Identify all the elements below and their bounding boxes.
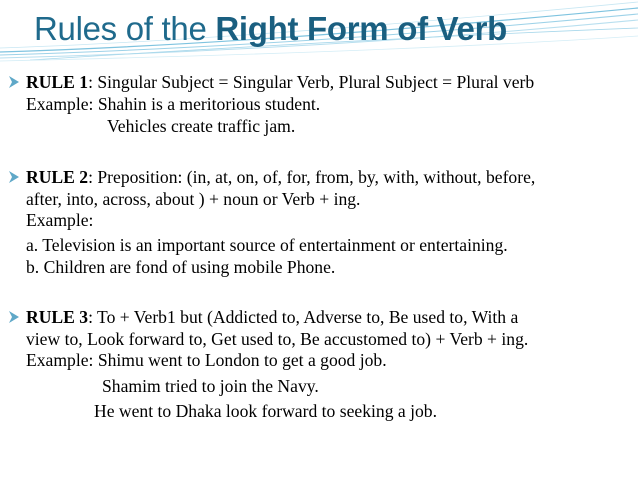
rule1-line2: Example: Shahin is a meritorious student. [26,94,321,114]
title-bold: Right Form of Verb [215,10,507,47]
rule2-text: : Preposition: (in, at, on, of, for, from, by, with, without, before, [88,167,536,187]
rule1-line3: Vehicles create traffic jam. [107,116,296,136]
triangle-arrow-bullet-icon [8,75,20,89]
rule2-line5: b. Children are fond of using mobile Phone. [26,257,336,277]
triangle-arrow-bullet-icon [8,170,20,184]
rule2-label: RULE 2 [26,167,89,187]
rule3-line4: Shamim tried to join the Navy. [102,376,319,396]
rule2-line4: a. Television is an important source of entertainment or entertaining. [26,235,508,255]
rule2-line3: Example: [26,210,94,230]
rule3-line2: view to, Look forward to, Get used to, Be accustomed to) + Verb + ing. [26,329,529,349]
rule3-line1 [26,306,518,328]
rule1-text: : Singular Subject = Singular Verb, Plural Subject = Plural verb [88,72,535,92]
triangle-arrow-bullet-icon [8,310,20,324]
title-plain: Rules of the [34,10,216,47]
rule3-text: : To + Verb1 but (Addicted to, Adverse to, Be used to, With a [88,307,519,327]
rule2-line2: after, into, across, about ) + noun or Verb + ing. [26,189,361,209]
rule3-line3: Example: Shimu went to London to get a good job. [26,350,387,370]
rule3-line5: He went to Dhaka look forward to seeking a job. [94,401,437,421]
rule3-label: RULE 3 [26,307,89,327]
slide-title [34,10,507,48]
rule1-line1 [26,71,534,93]
rule2-line1 [26,166,535,188]
rule1-label: RULE 1 [26,72,89,92]
